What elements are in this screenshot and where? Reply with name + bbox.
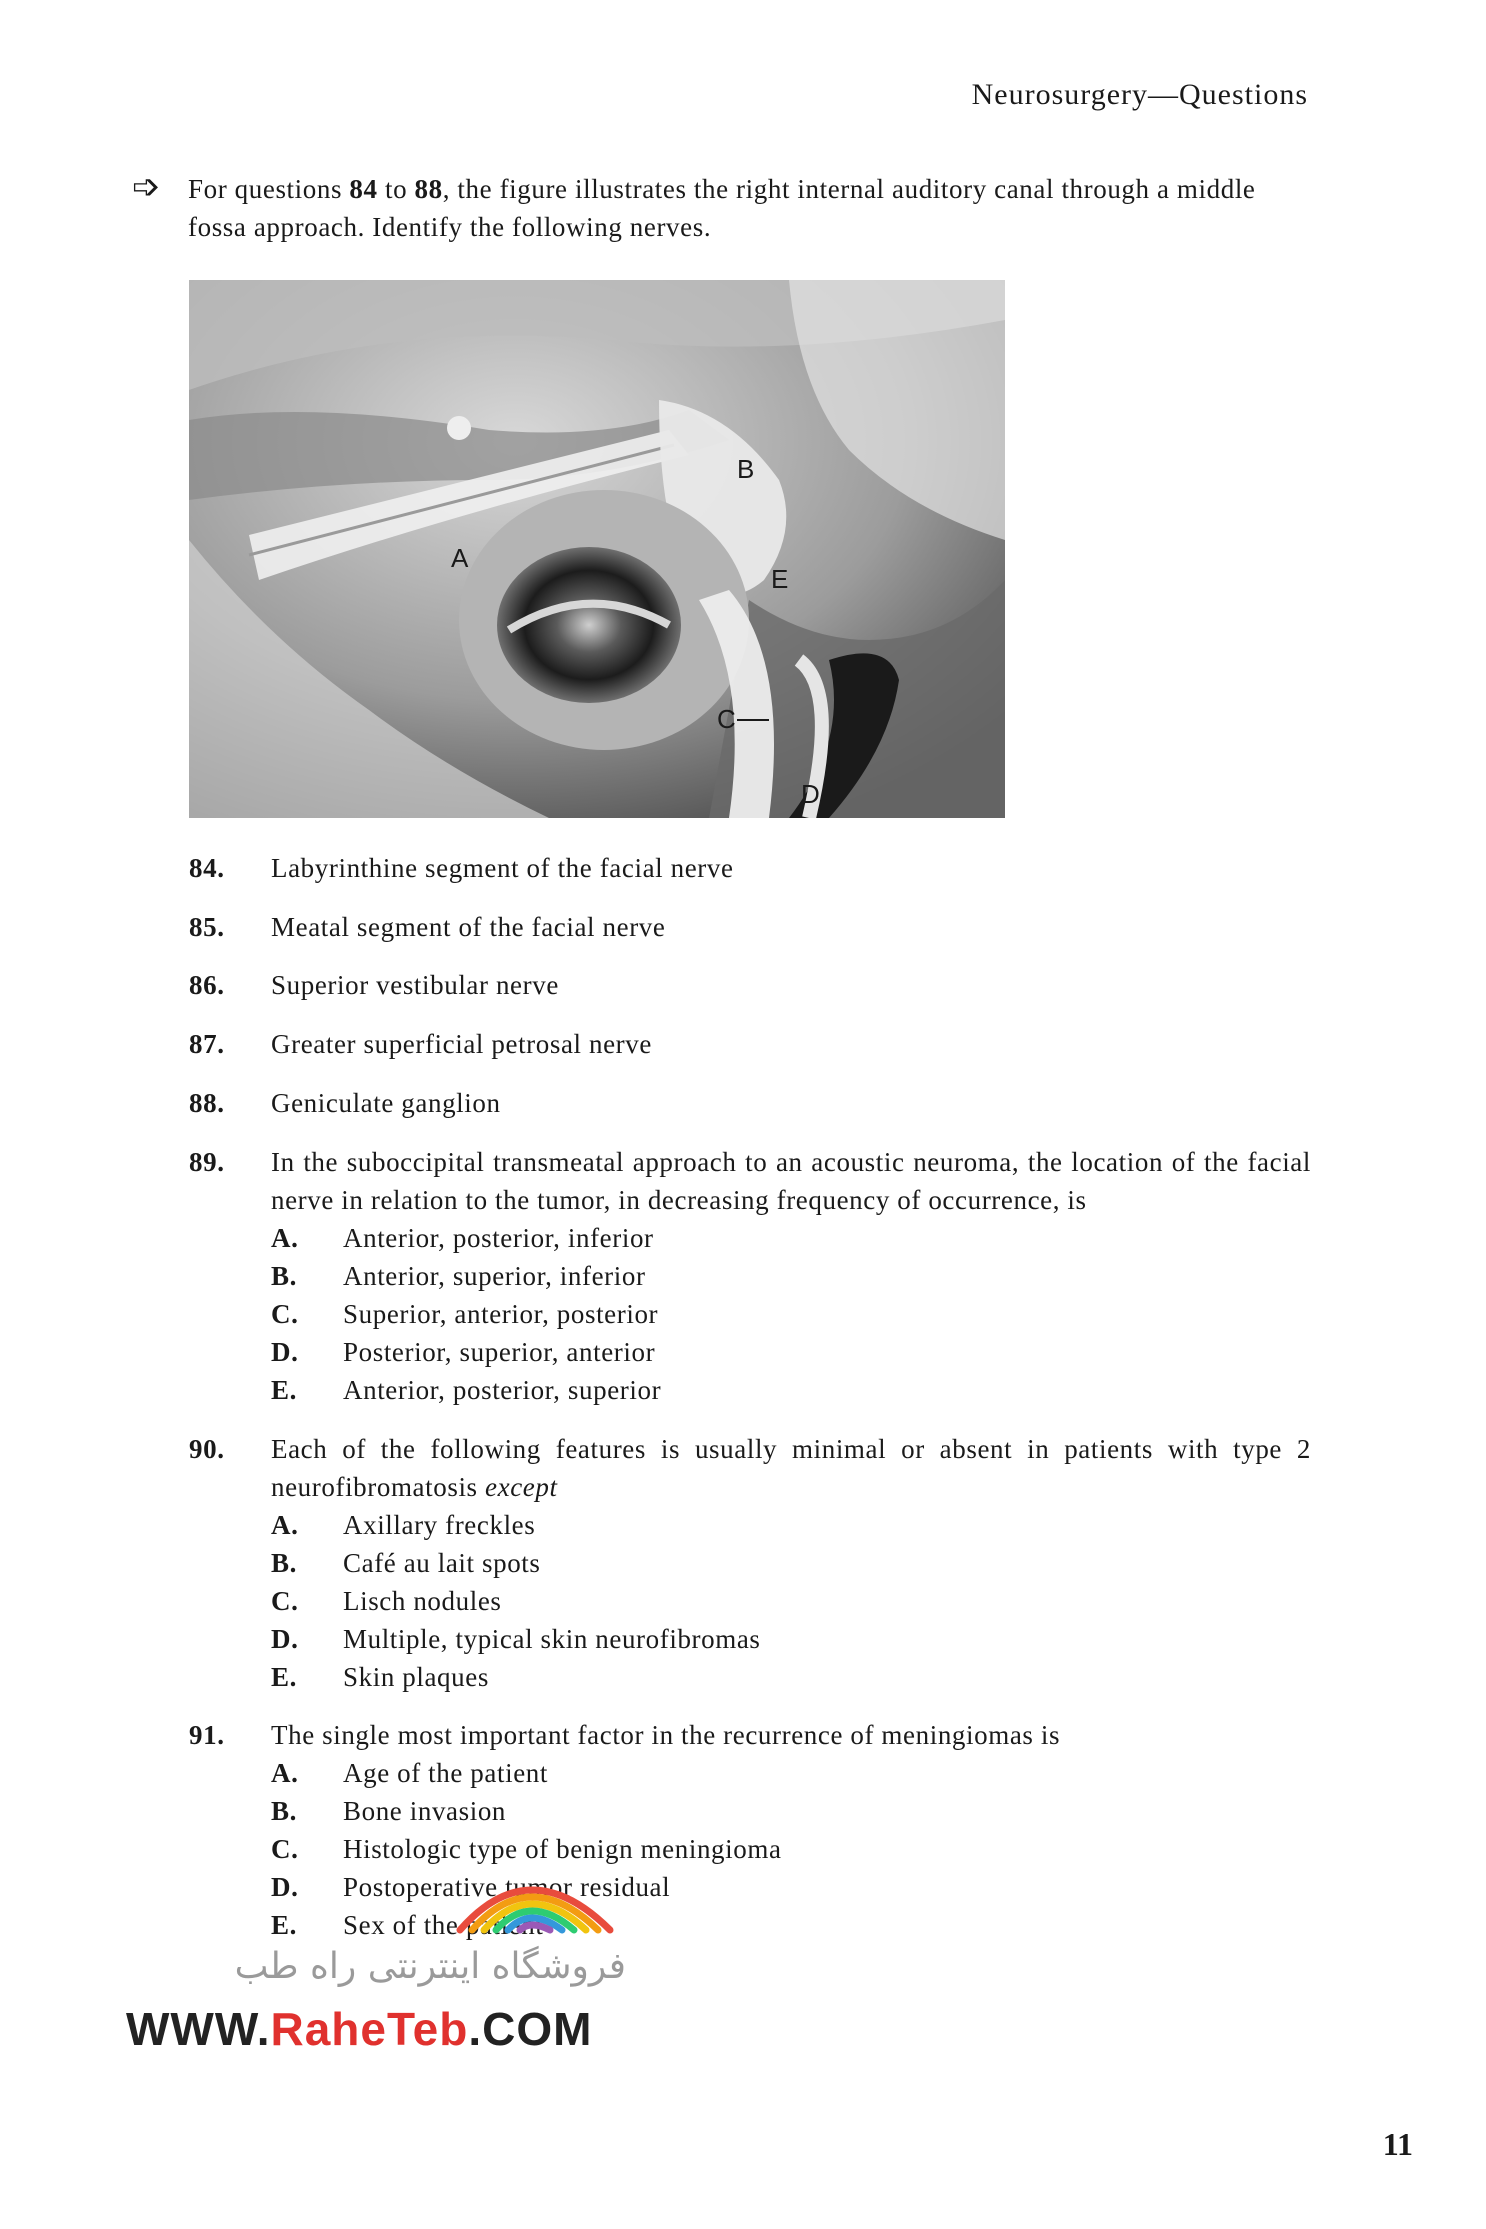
figure-label-b: B bbox=[737, 454, 755, 484]
watermark-logo-icon bbox=[450, 1830, 620, 1940]
option-text: Anterior, posterior, inferior bbox=[343, 1223, 654, 1253]
stem-main: Each of the following features is usually minimal or absent in patients with type 2 neurofibromatosis bbox=[271, 1434, 1311, 1502]
question-number: 89. bbox=[189, 1147, 225, 1177]
option-letter: D. bbox=[271, 1872, 299, 1902]
question-stem: In the suboccipital transmeatal approach to an acoustic neuroma, the location of the facial nerve in relation to the tumor, in decreasing frequency of occurrence, is bbox=[271, 1147, 1311, 1215]
intro-part: to bbox=[377, 174, 415, 204]
question-stem: Greater superficial petrosal nerve bbox=[271, 1029, 652, 1059]
option-text: Anterior, posterior, superior bbox=[343, 1375, 662, 1405]
option-text: Superior, anterior, posterior bbox=[343, 1299, 659, 1329]
option-letter: A. bbox=[271, 1510, 299, 1540]
figure-label-e: E bbox=[771, 564, 789, 594]
answer-option bbox=[271, 1906, 1311, 1944]
question-stem: Geniculate ganglion bbox=[271, 1088, 501, 1118]
figure-label-a: A bbox=[451, 543, 469, 573]
answer-option bbox=[271, 1371, 1311, 1409]
option-letter: D. bbox=[271, 1337, 299, 1367]
option-text: Café au lait spots bbox=[343, 1548, 541, 1578]
option-text: Sex of the patient bbox=[343, 1910, 544, 1940]
question-number: 84. bbox=[189, 853, 225, 883]
option-text: Postoperative tumor residual bbox=[343, 1872, 671, 1902]
surgical-photo-figure bbox=[189, 280, 1005, 818]
answer-option bbox=[271, 1754, 1311, 1792]
option-text: Axillary freckles bbox=[343, 1510, 536, 1540]
option-letter: B. bbox=[271, 1796, 297, 1826]
option-letter: C. bbox=[271, 1834, 299, 1864]
question-number: 86. bbox=[189, 970, 225, 1000]
option-text: Multiple, typical skin neurofibromas bbox=[343, 1624, 761, 1654]
watermark-url bbox=[126, 2002, 592, 2056]
running-header: Neurosurgery—Questions bbox=[971, 78, 1308, 111]
answer-option bbox=[271, 1792, 1311, 1830]
option-letter: C. bbox=[271, 1586, 299, 1616]
intro-part-bold: 88 bbox=[414, 174, 443, 204]
question-stem: Meatal segment of the facial nerve bbox=[271, 912, 666, 942]
figure-label-c: C bbox=[717, 704, 736, 734]
option-letter: A. bbox=[271, 1758, 299, 1788]
option-text: Bone invasion bbox=[343, 1796, 507, 1826]
intro-part: , the figure illustrates the right internal auditory canal through a middle fossa approach. Identify the following nerves. bbox=[188, 174, 1256, 242]
question-stem: Labyrinthine segment of the facial nerve bbox=[271, 853, 734, 883]
option-letter: E. bbox=[271, 1662, 297, 1692]
answer-option bbox=[271, 1506, 1311, 1544]
watermark bbox=[126, 1946, 626, 2056]
question-stem bbox=[271, 1430, 1311, 1506]
intro-part-bold: 84 bbox=[349, 174, 378, 204]
option-text: Skin plaques bbox=[343, 1662, 489, 1692]
url-prefix: WWW. bbox=[126, 2003, 271, 2055]
surgical-photo bbox=[189, 280, 1005, 818]
intro-text bbox=[188, 170, 1312, 246]
option-text: Histologic type of benign meningioma bbox=[343, 1834, 782, 1864]
url-accent: RaheTeb bbox=[270, 2003, 469, 2055]
answer-option bbox=[271, 1544, 1311, 1582]
option-letter: A. bbox=[271, 1223, 299, 1253]
right-arrow-icon: ➩ bbox=[132, 167, 162, 207]
option-text: Age of the patient bbox=[343, 1758, 548, 1788]
intro-part: For questions bbox=[188, 174, 350, 204]
option-letter: E. bbox=[271, 1910, 297, 1940]
figure-label-d: D bbox=[801, 779, 820, 809]
question-number: 90. bbox=[189, 1434, 225, 1464]
option-text: Anterior, superior, inferior bbox=[343, 1261, 646, 1291]
option-letter: E. bbox=[271, 1375, 297, 1405]
option-letter: D. bbox=[271, 1624, 299, 1654]
url-suffix: .COM bbox=[468, 2003, 593, 2055]
option-letter: B. bbox=[271, 1261, 297, 1291]
stem-emphasis: except bbox=[485, 1472, 558, 1502]
answer-option bbox=[271, 1582, 1311, 1620]
answer-option bbox=[271, 1219, 1311, 1257]
question-number: 85. bbox=[189, 912, 225, 942]
answer-option bbox=[271, 1295, 1311, 1333]
answer-option bbox=[271, 1830, 1311, 1868]
option-letter: B. bbox=[271, 1548, 297, 1578]
answer-option bbox=[271, 1333, 1311, 1371]
answer-option bbox=[271, 1257, 1311, 1295]
option-text: Lisch nodules bbox=[343, 1586, 502, 1616]
watermark-persian: فروشگاه اینترنتی راه طب bbox=[234, 1946, 626, 1987]
answer-option bbox=[271, 1868, 1311, 1906]
answer-option bbox=[271, 1620, 1311, 1658]
question-number: 88. bbox=[189, 1088, 225, 1118]
page-number: 11 bbox=[1382, 2126, 1413, 2162]
question-stem: The single most important factor in the recurrence of meningiomas is bbox=[271, 1720, 1061, 1750]
question-number: 87. bbox=[189, 1029, 225, 1059]
question-stem: Superior vestibular nerve bbox=[271, 970, 559, 1000]
option-letter: C. bbox=[271, 1299, 299, 1329]
question-number: 91. bbox=[189, 1720, 225, 1750]
answer-option bbox=[271, 1658, 1311, 1696]
option-text: Posterior, superior, anterior bbox=[343, 1337, 656, 1367]
